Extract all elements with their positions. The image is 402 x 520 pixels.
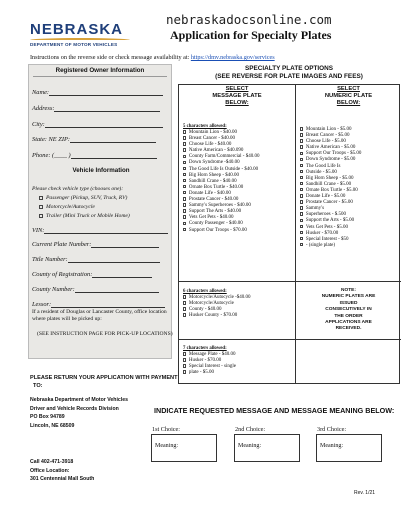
plate-options-heading: SPECIALTY PLATE OPTIONS xyxy=(244,65,334,72)
plate-option-checkbox[interactable] xyxy=(183,173,186,176)
address-field[interactable] xyxy=(32,105,160,112)
section-divider xyxy=(179,339,295,340)
plate-option-checkbox[interactable] xyxy=(183,148,186,151)
trailer-checkbox[interactable] xyxy=(39,214,43,218)
plate-options-title xyxy=(178,65,400,81)
plate-option-checkbox[interactable] xyxy=(183,370,186,373)
plate-option-label: Support Our Troops - $5.00 xyxy=(305,151,362,157)
vehicle-type-hint: Please check vehicle type (chooses one): xyxy=(32,186,124,192)
six-char-label: 6 characters allowed: xyxy=(183,289,227,294)
instructions xyxy=(30,54,400,61)
six-char-section xyxy=(183,289,293,319)
plate-option-label: Support the Arts - $5.00 xyxy=(305,218,355,224)
plate-option-label: Native American - $5.00 xyxy=(305,145,356,151)
message-plate-column xyxy=(179,85,296,383)
plate-option-label: Ornate Box Turtle - $40.00 xyxy=(188,184,244,190)
plate-option-checkbox[interactable] xyxy=(300,188,303,191)
instructions-text: Instructions on the reverse side or check message availability at: xyxy=(30,54,190,61)
plate-option-checkbox[interactable] xyxy=(183,167,186,170)
seven-char-list xyxy=(183,352,293,376)
plate-option-checkbox[interactable] xyxy=(183,179,186,182)
plate-option-label: The Good Life Is Outside - $40.00 xyxy=(188,166,259,172)
form-title: Application for Specialty Plates xyxy=(170,28,332,42)
second-choice-input[interactable] xyxy=(234,434,300,462)
plate-option-label: Sandhill Crane - $5.00 xyxy=(305,181,352,187)
plate-option-label: Vets Get Pets - $40.00 xyxy=(188,215,234,221)
plate-option-checkbox[interactable] xyxy=(183,352,186,355)
vin-field[interactable] xyxy=(32,227,168,234)
contact-info: Call 402-471-3918 Office Location: 301 Centennial Mall South xyxy=(30,459,95,482)
seven-char-label: 7 characters allowed: xyxy=(183,346,227,351)
pickup-note: (SEE INSTRUCTION PAGE FOR PICK-UP LOCATIONS) xyxy=(37,331,173,337)
plate-option-label: Down Syndrome - $5.00 xyxy=(305,157,356,163)
plate-option-label: Prostate Cancer - $5.00 xyxy=(305,200,353,206)
plate-option-checkbox[interactable] xyxy=(183,364,186,367)
lessor-note: If a resident of Douglas or Lancaster County, office location where plates will be picked up: xyxy=(32,309,167,322)
plate-option-label: Mountain Lion - $5.00 xyxy=(305,127,352,132)
indicate-message-heading: INDICATE REQUESTED MESSAGE AND MESSAGE MEANING BELOW: xyxy=(154,406,395,415)
numeric-section xyxy=(300,127,399,249)
plate-option-checkbox[interactable] xyxy=(300,219,303,222)
revision-date: Rev. 1/21 xyxy=(354,490,376,496)
five-char-list xyxy=(183,130,293,234)
plate-option-checkbox[interactable] xyxy=(183,203,186,206)
plate-option-label: Choose Life - $5.00 xyxy=(305,139,346,145)
vehicle-info-header: Vehicle Information xyxy=(72,167,130,174)
dmv-services-link[interactable]: https://dmv.nebraska.gov/services xyxy=(190,54,275,61)
plate-option-label: Native American - $40.090 xyxy=(188,148,244,154)
plate-option-label: Breast Cancer - $40.00 xyxy=(188,136,235,142)
five-char-section xyxy=(183,124,293,234)
plate-option-label: Choose Life - $40.00 xyxy=(188,142,232,148)
city-field[interactable] xyxy=(32,121,163,128)
plate-option-checkbox[interactable] xyxy=(300,237,303,240)
plate-option-checkbox[interactable] xyxy=(183,197,186,200)
third-choice-label: 3rd Choice: xyxy=(317,426,347,433)
city-label: City: xyxy=(32,121,45,128)
plate-option-checkbox[interactable] xyxy=(183,130,186,133)
plate-option-label: Motorcycle/Autocycle xyxy=(188,301,234,307)
plate-option-label: Donate Life - $5.00 xyxy=(305,194,346,200)
mailing-address: Nebraska Department of Motor Vehicles Driver and Vehicle Records Division PO Box 94789 Lincoln, NE 68509 xyxy=(30,397,129,429)
plate-option-checkbox[interactable] xyxy=(300,176,303,179)
return-instructions: PLEASE RETURN YOUR APPLICATION WITH PAYMENT TO: xyxy=(30,375,178,389)
nebraska-dmv-logo xyxy=(30,22,135,47)
title-number-field[interactable] xyxy=(32,256,160,263)
plate-option-checkbox[interactable] xyxy=(183,301,186,304)
second-choice-label: 2nd Choice: xyxy=(235,426,266,433)
vin-label: VIN: xyxy=(32,227,45,234)
meaning-label: Meaning: xyxy=(238,443,261,449)
plate-option-checkbox[interactable] xyxy=(300,145,303,148)
passenger-checkbox[interactable] xyxy=(39,196,43,200)
owner-info-header: Registered Owner Information xyxy=(33,65,167,77)
plate-option-label: Sandhill Crane - $40.00 xyxy=(188,178,237,184)
plate-option-checkbox[interactable] xyxy=(300,139,303,142)
plate-option-label: Support The Arts - $40.00 xyxy=(188,209,242,215)
plate-option[interactable] xyxy=(300,243,399,249)
plate-option-label: plate - $5.00 xyxy=(188,370,215,376)
plate-option-checkbox[interactable] xyxy=(300,164,303,167)
state-zip-field[interactable] xyxy=(32,136,156,143)
plate-option-checkbox[interactable] xyxy=(300,194,303,197)
plate-option-checkbox[interactable] xyxy=(183,161,186,164)
plate-option-checkbox[interactable] xyxy=(183,185,186,188)
plate-option-checkbox[interactable] xyxy=(183,222,186,225)
plate-option[interactable] xyxy=(183,313,293,319)
plate-option-label: Big Horn Sheep - $40.00 xyxy=(188,172,240,178)
numeric-plate-column xyxy=(296,85,401,383)
plate-option-label: Mountain Lion - $40.00 xyxy=(188,130,237,135)
plate-option-label: County Farm/Commercial - $40.00 xyxy=(188,154,260,160)
address-label: Address: xyxy=(32,105,55,112)
six-char-list xyxy=(183,295,293,319)
plate-option-checkbox[interactable] xyxy=(183,142,186,145)
county-registration-field[interactable] xyxy=(32,271,152,278)
plate-option-checkbox[interactable] xyxy=(300,127,303,130)
plate-option-checkbox[interactable] xyxy=(300,182,303,185)
five-char-label: 5 characters allowed: xyxy=(183,124,227,129)
vehicle-type-trailer[interactable]: Trailer (Mini Truck or Mobile Home) xyxy=(39,213,130,219)
plate-option-checkbox[interactable] xyxy=(183,358,186,361)
plate-option-label: Support Our Troops - $70.00 xyxy=(188,227,247,233)
plate-option-label: The Good Life Is xyxy=(305,163,341,169)
plate-option-checkbox[interactable] xyxy=(183,209,186,212)
motorcycle-checkbox[interactable] xyxy=(39,205,43,209)
plate-option-checkbox[interactable] xyxy=(300,231,303,234)
plate-option[interactable] xyxy=(183,370,293,376)
message-plate-header: SELECT MESSAGE PLATE BELOW: xyxy=(212,86,262,106)
plate-option-label: Special Interest - single xyxy=(188,364,236,370)
title-number-label: Title Number: xyxy=(32,256,68,263)
plate-option-checkbox[interactable] xyxy=(183,228,186,231)
section-divider xyxy=(179,281,295,282)
plate-option-label: Husker - $70.00 xyxy=(188,358,222,364)
plate-option-label: County Passenger - $40.00 xyxy=(188,221,243,227)
plate-option-checkbox[interactable] xyxy=(300,225,303,228)
plate-option-checkbox[interactable] xyxy=(300,158,303,161)
owner-vehicle-panel xyxy=(28,64,172,359)
plate-option-label: Prostate Cancer - $40.00 xyxy=(188,197,239,203)
plate-option-label: - (single plate) xyxy=(305,242,336,248)
numeric-list xyxy=(300,127,399,249)
county-number-field[interactable] xyxy=(32,286,159,293)
county-number-label: County Number: xyxy=(32,286,75,293)
third-choice-input[interactable] xyxy=(316,434,382,462)
plate-option-label: Sammy's Superheroes - $40.00 xyxy=(188,203,251,209)
section-divider xyxy=(296,281,401,282)
plate-option-label: Outside - $5.00 xyxy=(305,169,337,175)
plate-option-label: Message Plate - $40.00 xyxy=(188,352,236,357)
section-divider xyxy=(296,339,401,340)
current-plate-label: Current Plate Number: xyxy=(32,241,92,248)
plate-option[interactable] xyxy=(183,228,293,234)
county-registration-label: County of Registration: xyxy=(32,271,93,278)
plate-option-checkbox[interactable] xyxy=(300,243,303,246)
plate-option-label: Motorcycle/Autocycle -$40.00 xyxy=(188,295,251,300)
plate-option-label: County - $40.00 xyxy=(188,307,222,313)
plate-option-label: Ornate Box Turtle - $5.00 xyxy=(305,187,358,193)
plate-option-label: Sammy's xyxy=(305,206,325,212)
plate-option-checkbox[interactable] xyxy=(300,206,303,209)
plate-option-checkbox[interactable] xyxy=(300,212,303,215)
plate-option-checkbox[interactable] xyxy=(300,200,303,203)
plate-option-label: Down Syndrome -$40.00 xyxy=(188,160,240,166)
plate-option-checkbox[interactable] xyxy=(300,133,303,136)
meaning-label: Meaning: xyxy=(320,443,343,449)
plate-option-checkbox[interactable] xyxy=(183,215,186,218)
logo-department: DEPARTMENT OF MOTOR VEHICLES xyxy=(30,42,118,47)
plate-option-label: Husker County - $70.00 xyxy=(188,313,238,319)
phone-field[interactable] xyxy=(32,152,157,159)
lessor-label: Lessor: xyxy=(32,301,52,308)
seven-char-section xyxy=(183,346,293,376)
plate-option-label: Breast Cancer - $5.00 xyxy=(305,133,350,139)
plate-option-label: Husker - $70.00 xyxy=(305,230,339,236)
plate-options-subheading: (SEE REVERSE FOR PLATE IMAGES AND FEES) xyxy=(215,73,363,80)
numeric-note: NOTE: NUMERIC PLATES ARE ISSUED CONSECUTIVELY IN THE ORDER APPLICATIONS ARE RECEIVED. xyxy=(321,288,376,332)
plate-option-checkbox[interactable] xyxy=(183,313,186,316)
plate-option-checkbox[interactable] xyxy=(300,170,303,173)
logo-wordmark: NEBRASKA xyxy=(30,21,124,38)
plate-option-checkbox[interactable] xyxy=(300,152,303,155)
vehicle-type-passenger[interactable]: Passenger (Pickup, SUV, Truck, RV) xyxy=(39,195,127,201)
site-watermark: nebraskadocsonline.com xyxy=(166,12,332,27)
plate-option-checkbox[interactable] xyxy=(183,136,186,139)
plate-options-grid xyxy=(178,84,400,384)
vehicle-type-motorcycle[interactable]: Motorcycle/Autocycle xyxy=(39,204,95,210)
plate-option-label: Donate Life - $40.00 xyxy=(188,190,231,196)
name-label: Name: xyxy=(32,89,50,96)
lessor-field[interactable] xyxy=(32,301,165,308)
name-field[interactable] xyxy=(32,89,163,96)
plate-option-label: Superheroes - $.500 xyxy=(305,212,347,218)
plate-option-checkbox[interactable] xyxy=(183,155,186,158)
plate-option-label: Special Interest - $50 xyxy=(305,236,349,242)
first-choice-label: 1st Choice: xyxy=(152,426,181,433)
meaning-label: Meaning: xyxy=(155,443,178,449)
numeric-plate-header: SELECT NUMERIC PLATE BELOW: xyxy=(324,86,373,106)
state-zip-label: State: NE ZIP: xyxy=(32,136,70,143)
plate-option-checkbox[interactable] xyxy=(183,307,186,310)
current-plate-field[interactable] xyxy=(32,241,159,248)
plate-option-checkbox[interactable] xyxy=(183,295,186,298)
phone-label: Phone: (____ ) xyxy=(32,152,71,159)
plate-option-label: Vets Get Pets - $5.00 xyxy=(305,224,348,230)
plate-option-checkbox[interactable] xyxy=(183,191,186,194)
plate-option-label: Big Horn Sheep - $5.00 xyxy=(305,175,354,181)
first-choice-input[interactable] xyxy=(151,434,217,462)
